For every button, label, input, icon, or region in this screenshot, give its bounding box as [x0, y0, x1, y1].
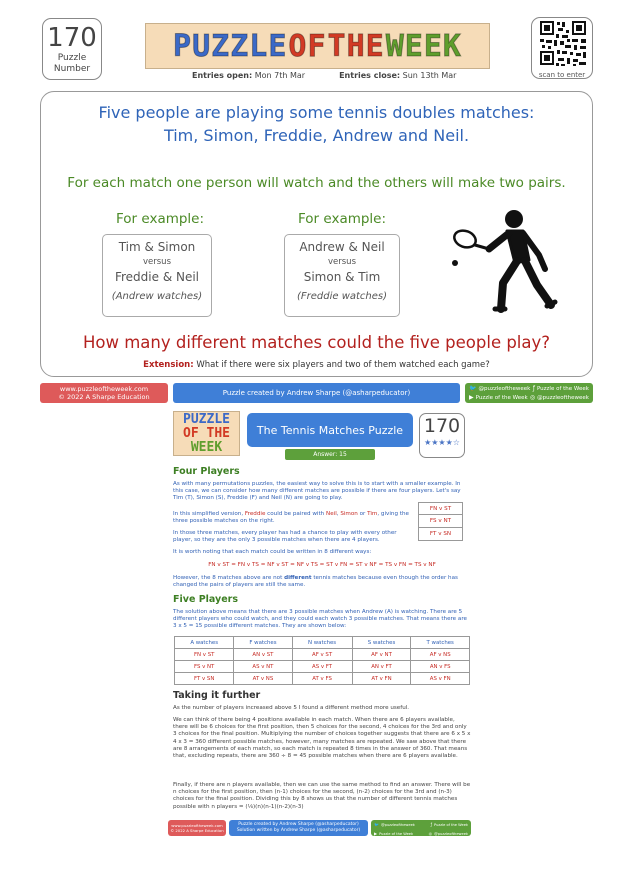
further-p3: Finally, if there are n players available, then we can use the same method to find an answer. There will be n choices for the first position, then (n-1) choices for the second, (n-2) choices for the 3rd and (n-3) choices for the final position. Dividing this by 8 shows us that the number of different tennis matches possible with n players = (⅛)(n)(n-1)(n-2)(n-3)	[173, 782, 471, 810]
further-p2: We can think of there being 4 positions available in each match. When there are 6 players available, there will be 6 choices for the first position, then 5 choices for the second, 4 choices for the 3rd and only 3 choices for the final position. Multiplying the number of choices together suggests that there are 6 x 5 x 4 x 3 = 360 different possible matches, however, many matches are repeated. We saw above that there are 8 arrangements of each match, so each match is repeated 8 times in the answer of 360. That means that, excluding repeats, there are 360 ÷ 8 = 45 possible matches when there are 6 players available.	[173, 717, 471, 760]
five-player-table	[174, 636, 470, 685]
facebook-icon: ƒ	[430, 822, 432, 827]
table-cell: AF v ST	[292, 649, 352, 661]
example-1-box	[102, 234, 212, 317]
puzzle-number-label: Number	[53, 64, 91, 74]
example-2-box	[284, 234, 400, 317]
example-2-versus: versus	[328, 257, 356, 267]
table-cell: FN v ST	[175, 649, 234, 661]
example-2-pair-2: Simon & Tim	[303, 270, 381, 284]
youtube-icon: ▶	[374, 831, 378, 836]
table-row	[175, 649, 470, 661]
example-1-pair-1: Tim & Simon	[118, 240, 196, 254]
facebook-link[interactable]: ƒ Puzzle of the Week	[430, 822, 468, 827]
example-2-watcher: (Freddie watches)	[296, 291, 388, 302]
difficulty-stars: ★★★★☆	[424, 438, 460, 447]
table-cell: AT v FS	[292, 673, 352, 685]
table-header-row	[175, 637, 470, 649]
site-link-2[interactable]: www.puzzleoftheweek.com © 2022 A Sharpe Education	[168, 820, 226, 836]
table-cell: AS v FT	[292, 661, 352, 673]
four-players-p1: As with many permutations puzzles, the easiest way to solve this is to start with a smaller example. In this case, we can consider how many different matches are possible if there are four players. Let's say Tim (T), Simon (S), Freddie (F) and Neil (N) are going to play.	[173, 481, 461, 502]
table-cell: AN v ST	[234, 649, 292, 661]
table-cell: AN v FS	[411, 661, 470, 673]
qr-label: scan to enter	[538, 71, 586, 79]
match-cell: FT v SN	[418, 528, 463, 541]
match-cell: FN v ST	[418, 502, 463, 515]
table-cell: AF v NT	[352, 649, 411, 661]
table-cell: FT v SN	[175, 673, 234, 685]
table-cell: AN v FT	[352, 661, 411, 673]
logo-word-puzzle: PUZZLE	[173, 28, 288, 64]
puzzle-intro-line-1: Five people are playing some tennis doubles matches:	[98, 103, 535, 122]
entries-close: Entries close: Sun 13th Mar	[339, 71, 457, 80]
table-cell: AS v FN	[411, 673, 470, 685]
youtube-link[interactable]: ▶ Puzzle of the Week	[374, 831, 414, 836]
social-links	[465, 383, 593, 403]
table-cell: AF v NS	[411, 649, 470, 661]
four-players-p2: In this simplified version, Freddie could be paired with Neil, Simon or Tim, giving the three possible matches on the right.	[173, 511, 409, 525]
table-header: F watches	[234, 637, 292, 649]
four-players-p4: It is worth noting that each match could be written in 8 different ways:	[173, 549, 372, 555]
twitter-icon: 🐦	[469, 385, 477, 392]
table-cell: FS v NT	[175, 661, 234, 673]
facebook-icon: ƒ	[532, 385, 535, 392]
twitter-link[interactable]: 🐦 @puzzleoftheweek	[469, 385, 531, 392]
table-row	[175, 661, 470, 673]
four-players-heading: Four Players	[173, 466, 240, 477]
table-header: S watches	[352, 637, 411, 649]
further-p1: As the number of players increased above 5 I found a different method more useful.	[173, 705, 410, 711]
solution-logo: PUZZLE OF THE WEEK	[173, 411, 240, 456]
puzzle-of-the-week-logo[interactable]	[145, 23, 490, 69]
table-row	[175, 673, 470, 685]
example-1-watcher: (Andrew watches)	[111, 291, 203, 302]
example-1-versus: versus	[143, 257, 171, 267]
table-header: T watches	[411, 637, 470, 649]
instagram-link[interactable]: ◎ @puzzleoftheweek	[529, 394, 589, 401]
match-cell: FS v NT	[418, 515, 463, 528]
puzzle-rule: For each match one person will watch and the others will make two pairs.	[67, 175, 566, 191]
qr-code-icon[interactable]	[531, 17, 593, 79]
instagram-icon: ◎	[428, 831, 433, 836]
twitter-icon: 🐦	[374, 822, 379, 827]
puzzle-extension: Extension: What if there were six players and two of them watched each game?	[143, 360, 490, 370]
solution-number-box	[419, 413, 465, 458]
credits-2: Puzzle created by Andrew Sharpe (@asharpeducator) Solution written by Andrew Sharpe (@asharpeducator)	[229, 820, 368, 836]
logo-word-the: THE	[327, 28, 385, 64]
entries-open: Entries open: Mon 7th Mar	[192, 71, 306, 80]
youtube-icon: ▶	[469, 394, 474, 401]
logo-word-week: WEEK	[385, 28, 462, 64]
youtube-link[interactable]: ▶ Puzzle of the Week	[469, 394, 528, 401]
table-header: A watches	[175, 637, 234, 649]
solution-title: The Tennis Matches Puzzle	[247, 413, 413, 447]
tennis-player-icon	[445, 205, 560, 319]
eight-ways: FN v ST = FN v TS = NF v ST = NF v TS = ST v FN = ST v NF = TS v FN = TS v NF	[208, 562, 436, 568]
entry-dates	[192, 71, 456, 80]
instagram-icon: ◎	[529, 394, 536, 401]
social-links-2	[371, 820, 471, 836]
instagram-link[interactable]: ◎ @puzzleoftheweek	[428, 831, 468, 836]
table-cell: AT v NS	[234, 673, 292, 685]
logo-word-of: OF	[288, 28, 327, 64]
facebook-link[interactable]: ƒ Puzzle of the Week	[532, 385, 589, 392]
solution-number: 170	[423, 415, 461, 437]
further-heading: Taking it further	[173, 690, 261, 701]
example-2-pair-1: Andrew & Neil	[299, 240, 385, 254]
example-2-label: For example:	[298, 211, 387, 227]
puzzle-question: How many different matches could the five people play?	[82, 333, 551, 352]
table-header: N watches	[292, 637, 352, 649]
puzzle-number-box	[42, 18, 102, 80]
four-players-p5: However, the 8 matches above are not different tennis matches because even though the order has changed the pairs of players are still the same.	[173, 575, 458, 589]
twitter-link[interactable]: 🐦 @puzzleoftheweek	[374, 822, 415, 827]
four-player-matches	[418, 502, 463, 541]
puzzle-number: 170	[47, 23, 97, 53]
table-cell: AT v FN	[352, 673, 411, 685]
example-1-pair-2: Freddie & Neil	[114, 270, 200, 284]
four-players-p3: In those three matches, every player has had a chance to play with every other player, so they are the only 3 possible matches when there are 4 players.	[173, 530, 397, 544]
puzzle-number-label: Puzzle	[57, 53, 87, 63]
solution-answer: Answer: 15	[285, 449, 375, 460]
five-players-p1: The solution above means that there are 3 possible matches when Andrew (A) is watching. There are 5 different players who could watch, and they could each watch 3 possible matches. That means there are 3 x 5 = 15 possible different matches. They are shown below:	[173, 609, 467, 630]
created-by: Puzzle created by Andrew Sharpe (@asharpeducator)	[173, 383, 460, 403]
example-1-label: For example:	[116, 211, 205, 227]
site-link[interactable]: www.puzzleoftheweek.com © 2022 A Sharpe Education	[40, 383, 168, 403]
five-players-heading: Five Players	[173, 594, 239, 605]
puzzle-intro-line-2: Tim, Simon, Freddie, Andrew and Neil.	[163, 126, 470, 145]
table-cell: AS v NT	[234, 661, 292, 673]
